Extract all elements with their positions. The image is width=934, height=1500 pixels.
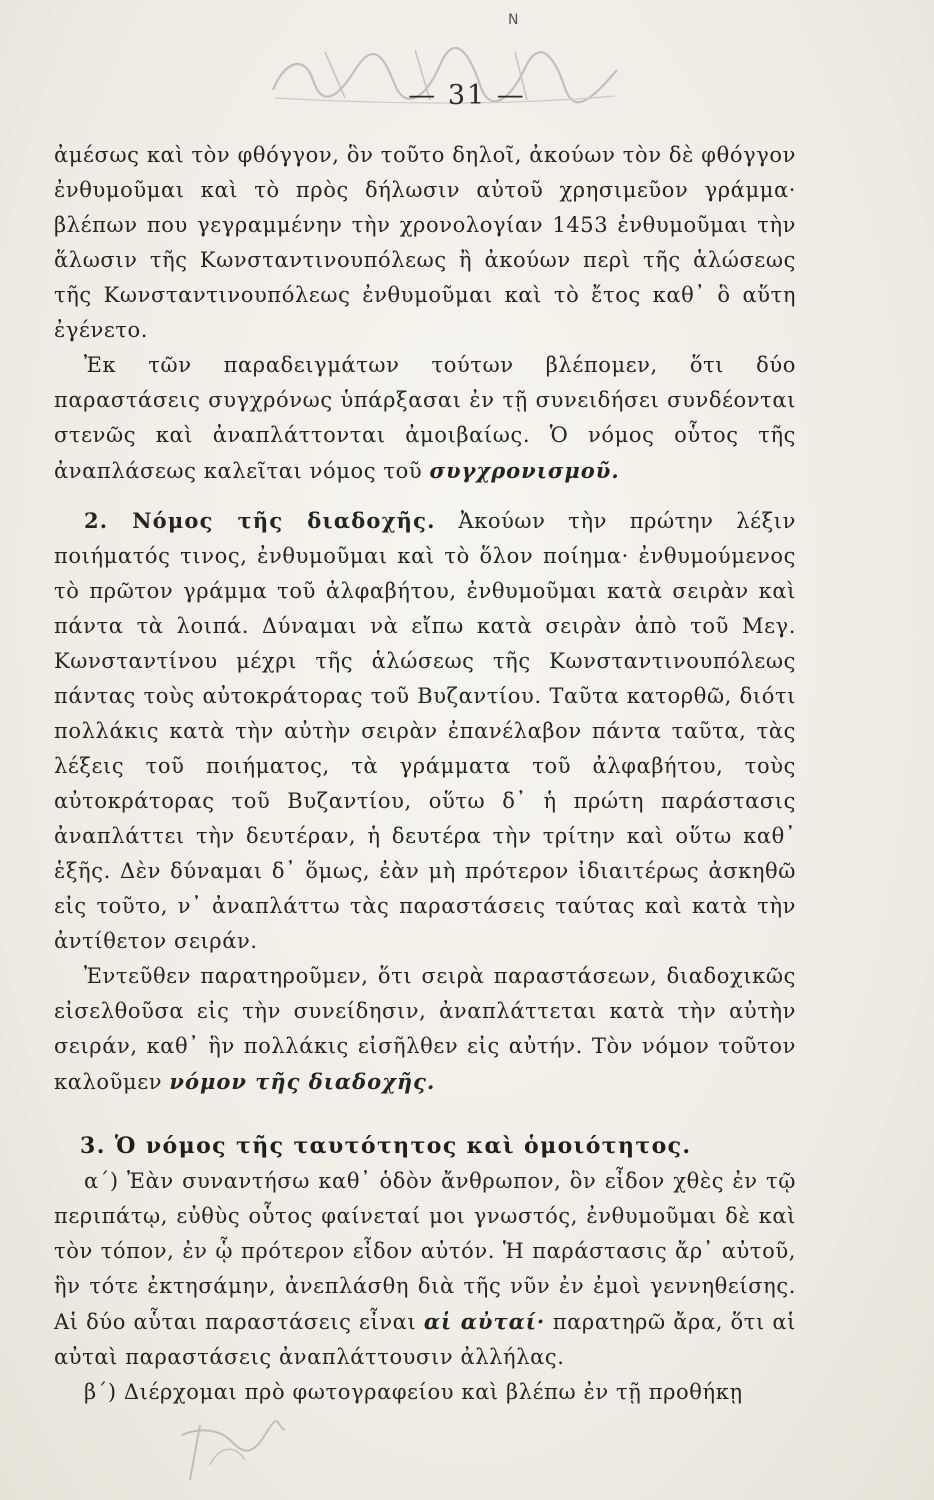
paragraph-5-text: α´) Ἐὰν συναντήσω καθ᾽ ὁδὸν ἄνθρωπον, ὃν εἶδον χθὲς ἐν τῷ περιπάτῳ, εὐθὺς οὗτος φαίνεταί μοι γνωστός, ἐνθυμοῦμαι δὲ καὶ τὸν τόπον, ἐν ᾧ πρότερον εἶδον αὐτόν. Ἡ παράστασις ἄρ᾽ αὐτοῦ, ἣν τότε ἐκτησάμην, ἀνεπλάσθη διὰ τῆς νῦν ἐν ἐμοὶ γεννηθείσης. Αἱ δύο αὗται παραστάσεις εἶναι <box>54 1169 796 1334</box>
paragraph-2-text: Ἐκ τῶν παραδειγμάτων τούτων βλέπομεν, ὅτι δύο παραστάσεις συγχρόνως ὑπάρξασαι ἐν τῇ συνειδήσει συνδέονται στενῶς καὶ ἀναπλάττονται ἀμοιβαίως. Ὁ νόμος οὗτος τῆς ἀναπλάσεως καλεῖται νόμος τοῦ <box>54 353 796 483</box>
paragraph-6: β´) Διέρχομαι πρὸ φωτογραφείου καὶ βλέπω ἐν τῇ προθήκῃ <box>84 1380 743 1404</box>
paragraph-4-emphasis: νόμον τῆς διαδοχῆς. <box>169 1069 436 1094</box>
law-of-succession-heading: 2. Νόμος τῆς διαδοχῆς. <box>84 508 436 533</box>
paragraph-2 <box>54 348 796 489</box>
paragraph-5-text-end: παρατηρῶ ἄρα, ὅτι αἱ αὐταὶ παραστάσεις ἀναπλάττουσιν ἀλλήλας. <box>54 1310 796 1369</box>
paragraph-5 <box>54 1164 796 1375</box>
paragraph-1: ἀμέσως καὶ τὸν φθόγγον, ὃν τοῦτο δηλοῖ, ἀκούων τὸν δὲ φθόγγον ἐνθυμοῦμαι καὶ τὸ πρὸς δήλωσιν αὐτοῦ χρησιμεῦον γράμμα· βλέπων που γεγραμμένην τὴν χρονολογίαν 1453 ἐνθυμοῦμαι τὴν ἅλωσιν τῆς Κωνσταντινουπόλεως ἢ ἀκούων περὶ τῆς ἁλώσεως τῆς Κωνσταντινουπόλεως ἐνθυμοῦμαι καὶ τὸ ἔτος καθ᾽ ὃ αὕτη ἐγένετο. <box>54 143 796 342</box>
paragraph-2-emphasis: συγχρονισμοῦ. <box>429 458 620 483</box>
corner-mark: N <box>508 12 519 28</box>
paragraph-4-text: Ἐντεῦθεν παρατηροῦμεν, ὅτι σειρὰ παραστάσεων, διαδοχικῶς εἰσελθοῦσα εἰς τὴν συνείδησιν, ἀναπλάττεται κατὰ τὴν αὐτὴν σειράν, καθ᾽ ἣν πολλάκις εἰσῆλθεν εἰς αὐτήν. Τὸν νόμον τοῦτον καλοῦμεν <box>54 964 796 1094</box>
handwritten-signature-bottom <box>160 1405 290 1485</box>
law-of-identity-heading: 3. Ὁ νόμος τῆς ταυτότητος καὶ ὁμοιότητος. <box>80 1133 692 1159</box>
paragraph-5-emphasis: αἱ αὐταί· <box>423 1309 546 1334</box>
spacer <box>54 489 796 503</box>
spacer <box>54 1100 796 1128</box>
paragraph-3-text: Ἀκούων τὴν πρώτην λέξιν ποιήματός τινος, ἐνθυμοῦμαι καὶ τὸ ὅλον ποίημα· ἐνθυμούμενος τὸ πρῶτον γράμμα τοῦ ἀλφαβήτου, ἐνθυμοῦμαι κατὰ σειρὰν καὶ πάντα τὰ λοιπά. Δύναμαι νὰ εἴπω κατὰ σειρὰν ἀπὸ τοῦ Μεγ. Κωνσταντίνου μέχρι τῆς ἁλώσεως τῆς Κωνσταντινουπόλεως πάντας τοὺς αὐτοκράτορας τοῦ Βυζαντίου. Ταῦτα κατορθῶ, διότι πολλάκις κατὰ τὴν αὐτὴν σειρὰν ἐπανέλαβον πάντα ταῦτα, τὰς λέξεις τοῦ ποιήματος, τὰ γράμματα τοῦ ἀλφαβήτου, τοὺς αὐτοκράτορας τοῦ Βυζαντίου, οὕτω δ᾽ ἡ πρώτη παράστασις ἀναπλάττει τὴν δευτέραν, ἡ δευτέρα τὴν τρίτην καὶ οὕτω καθ᾽ ἑξῆς. Δὲν δύναμαι δ᾽ ὅμως, ἐὰν μὴ πρότερον ἰδιαιτέρως ἀσκηθῶ εἰς τοῦτο, ν᾽ ἀναπλάττω τὰς παραστάσεις ταύτας καὶ κατὰ τὴν ἀντίθετον σειράν. <box>54 509 796 953</box>
paragraph-4 <box>54 959 796 1100</box>
page-number: — 31 — <box>408 80 526 111</box>
body-text <box>54 138 796 1410</box>
paragraph-3 <box>54 503 796 959</box>
